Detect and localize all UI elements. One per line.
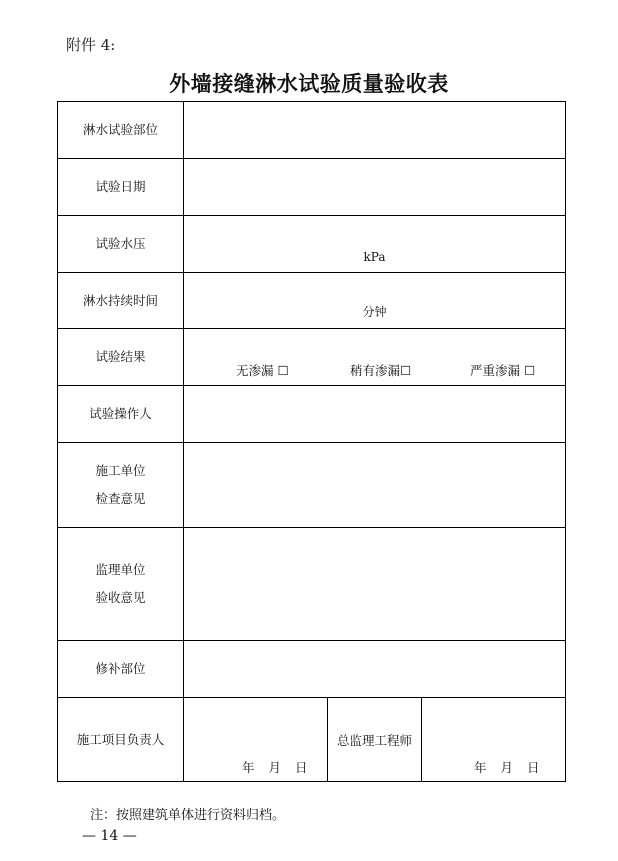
acceptance-table [57, 101, 566, 782]
test-location-field[interactable] [184, 102, 565, 158]
row-test-date [58, 159, 565, 216]
duration-unit: 分钟 [362, 305, 387, 319]
chief-supervisor-date: 年 月 日 [474, 760, 540, 775]
repair-location-field[interactable] [184, 641, 565, 697]
pressure-unit: kPa [363, 250, 386, 264]
row-test-result [58, 329, 565, 386]
label-supervisor-opinion: 监理单位 验收意见 [58, 528, 184, 640]
operator-field[interactable] [184, 386, 565, 442]
project-manager-date: 年 月 日 [242, 760, 308, 775]
label-test-result: 试验结果 [58, 329, 184, 385]
row-water-pressure [58, 216, 565, 273]
water-pressure-field[interactable] [184, 216, 565, 272]
row-repair-location [58, 641, 565, 698]
page-number: — 14 — [82, 828, 137, 844]
test-date-field[interactable] [184, 159, 565, 215]
label-test-location: 淋水试验部位 [58, 102, 184, 158]
row-supervisor-opinion [58, 528, 565, 641]
form-title: 外墙接缝淋水试验质量验收表 [169, 71, 449, 96]
label-operator: 试验操作人 [58, 386, 184, 442]
chief-supervisor-signature-field[interactable] [422, 698, 565, 782]
label-test-date: 试验日期 [58, 159, 184, 215]
row-signatures [58, 698, 565, 782]
option-severe-leak[interactable]: 严重渗漏 ☐ [470, 363, 536, 378]
label-repair-location: 修补部位 [58, 641, 184, 697]
supervisor-opinion-field[interactable] [184, 528, 565, 640]
contractor-opinion-field[interactable] [184, 443, 565, 527]
row-test-location [58, 102, 565, 159]
option-no-leak[interactable]: 无渗漏 ☐ [236, 363, 289, 378]
duration-field[interactable] [184, 273, 565, 328]
test-result-options [184, 329, 565, 385]
label-contractor-opinion: 施工单位 检查意见 [58, 443, 184, 527]
label-chief-supervisor: 总监理工程师 [328, 698, 422, 782]
row-operator [58, 386, 565, 443]
row-duration [58, 273, 565, 329]
option-slight-leak[interactable]: 稍有渗漏☐ [350, 363, 412, 378]
project-manager-signature-field[interactable] [184, 698, 328, 782]
label-water-pressure: 试验水压 [58, 216, 184, 272]
label-duration: 淋水持续时间 [58, 273, 184, 328]
label-project-manager: 施工项目负责人 [58, 698, 184, 782]
attachment-label: 附件 4: [66, 36, 116, 54]
footnote: 注：按照建筑单体进行资料归档。 [90, 808, 286, 823]
row-contractor-opinion [58, 443, 565, 528]
